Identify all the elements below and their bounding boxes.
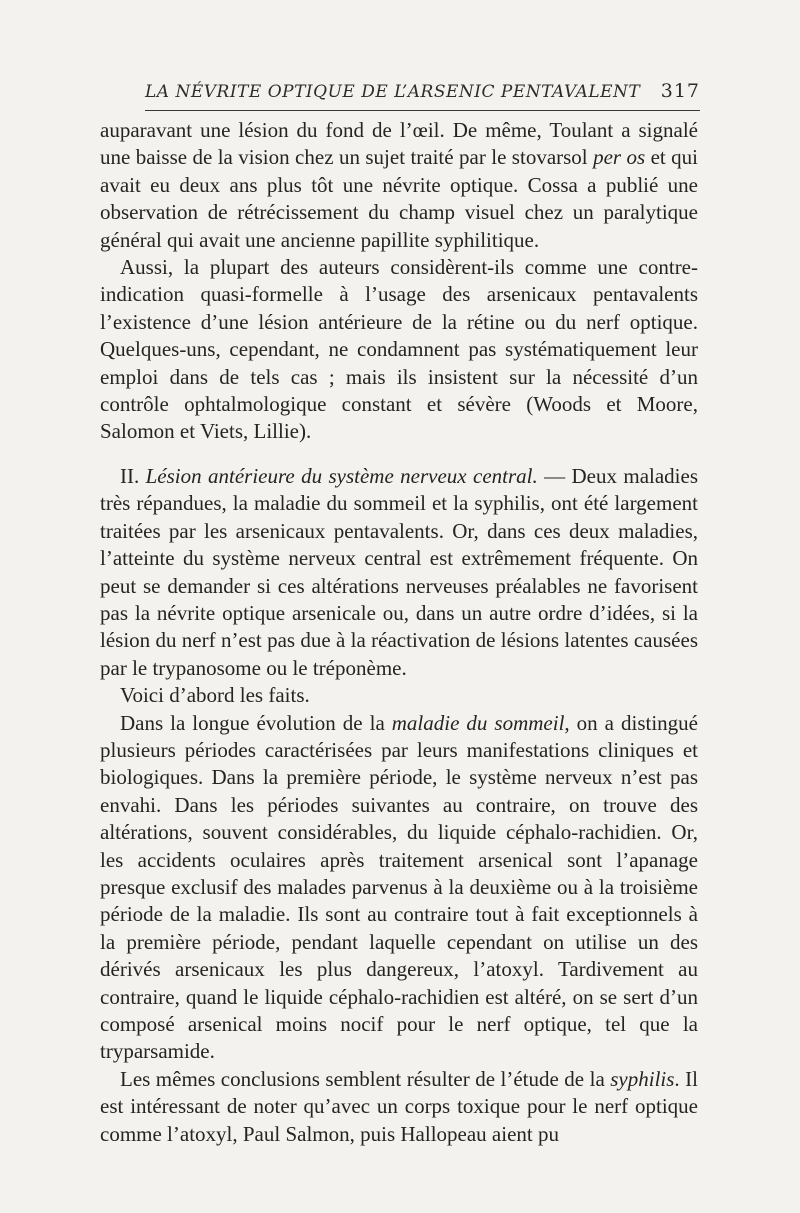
paragraph-6: Les mêmes conclusions semblent résulter de l’étude de la syphilis. Il est intéressant de noter qu’avec un corps toxique pour le nerf optique comme l’atoxyl, Paul Salmon, puis Hallopeau aient pu [100,1066,698,1146]
paragraph-5: Dans la longue évolution de la maladie du sommeil, on a distingué plusieurs périodes caractérisées par leurs manifestations cliniques et biologiques. Dans la première période, le système nerveux n’est pas envahi. Dans les périodes suivantes au contraire, on trouve des altérations, souvent considérables, du liquide céphalo-rachidien. Or, les accidents oculaires après traitement arsenical sont l’apanage presque exclusif des malades parvenus à la deuxième ou à la troisième période de la maladie. Ils sont au contraire tout à fait exceptionnels à la première période, pendant laquelle cependant on utilise un des dérivés arsenicaux les plus dangereux, l’atoxyl. Tardivement au contraire, quand le liquide céphalo-rachidien est altéré, on se sert d’un composé arsenical moins nocif pour le nerf optique, tel que la tryparsamide. [100,710,698,1064]
paragraph-2: Aussi, la plupart des auteurs considèrent-ils comme une contre-indication quasi-formelle à l’usage des arsenicaux pentavalents l’existence d’une lésion antérieure de la rétine ou du nerf optique. Quelques-uns, cependant, ne condamnent pas systématiquement leur emploi dans de tels cas ; mais ils insistent sur la nécessité d’un contrôle ophtalmologique constant et sévère (Woods et Moore, Salomon et Viets, Lillie). [100,255,698,444]
running-head [145,80,700,102]
page-number: 317 [660,80,700,102]
section-heading: Lésion antérieure du système nerveux central. [145,463,538,488]
header-rule [145,110,700,111]
body-text [100,117,698,1148]
section-number: II. [120,463,146,488]
paragraph-1: auparavant une lésion du fond de l’œil. De même, Toulant a signalé une baisse de la vision chez un sujet traité par le stovarsol per os et qui avait eu deux ans plus tôt une névrite optique. Cossa a publié une observation de rétrécissement du champ visuel chez un paralytique général qui avait une ancienne papillite syphilitique. [100,118,698,252]
paragraph-3: II. Lésion antérieure du système nerveux central. — Deux maladies très répandues, la maladie du sommeil et la syphilis, ont été largement traitées par les arsenicaux pentavalents. Or, dans ces deux maladies, l’atteinte du système nerveux central est extrêmement fréquente. On peut se demander si ces altérations nerveuses préalables ne favorisent pas la névrite optique arsenicale ou, dans un autre ordre d’idées, si la lésion du nerf n’est pas due à la réactivation de lésions latentes causées par le trypanosome ou le tréponème. [100,463,698,680]
paragraph-4: Voici d’abord les faits. [120,683,310,708]
chapter-title: LA NÉVRITE OPTIQUE DE L’ARSENIC PENTAVALENT [145,82,641,102]
